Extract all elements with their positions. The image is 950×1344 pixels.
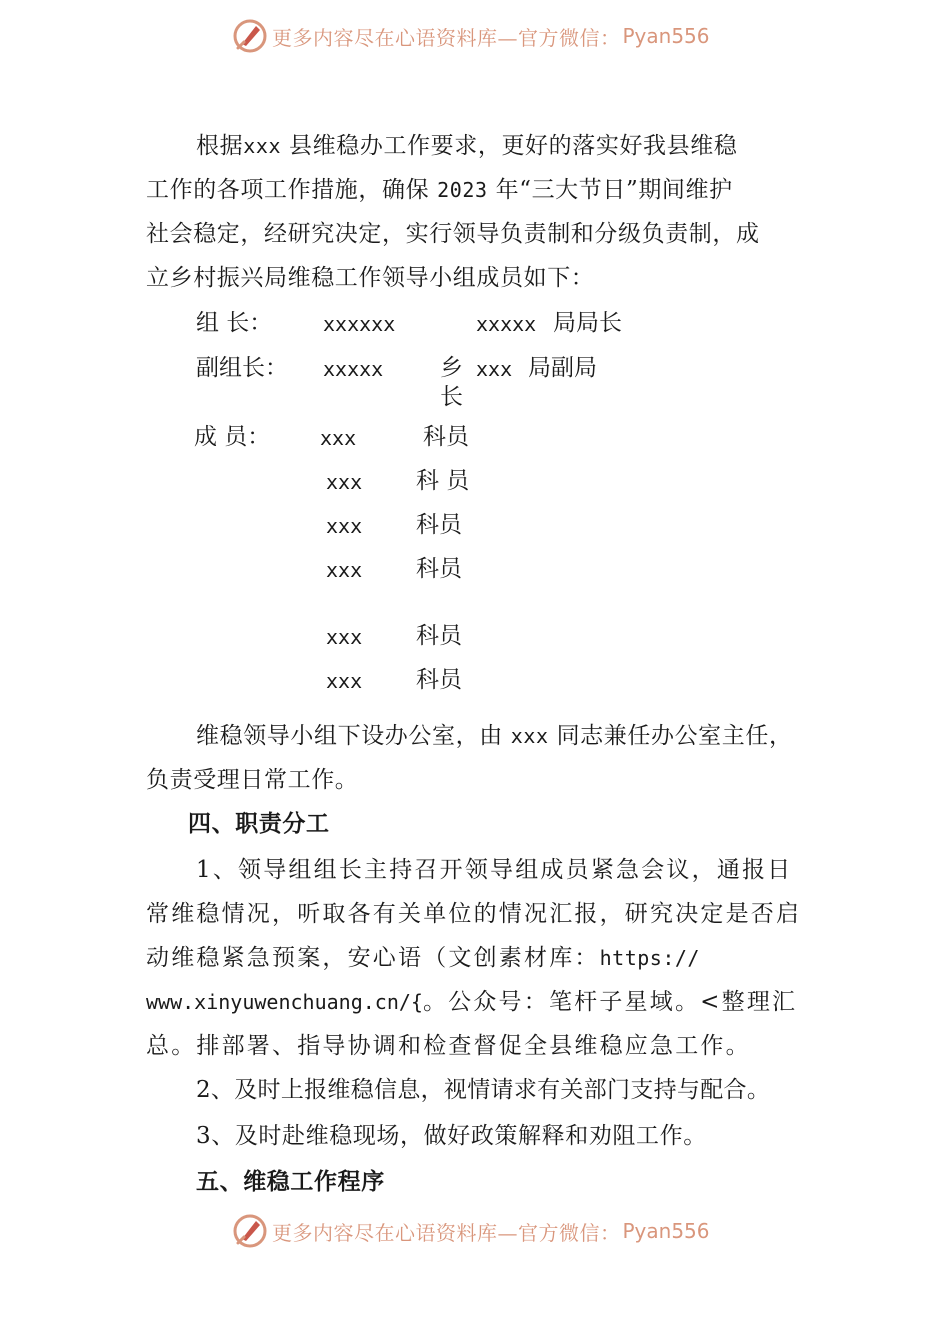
member-name: xxx (326, 514, 363, 538)
deputy-org-bottom: 长 (440, 384, 463, 410)
member-role: 科 员 (416, 468, 470, 494)
members-label: 成 员： (194, 424, 271, 450)
deputy-title-code: xxx (476, 357, 513, 381)
deputy-label: 副组长： (196, 355, 288, 381)
paragraph-line: 根据xxx 县维稳办工作要求，更好的落实好我县维稳 (196, 133, 738, 159)
section-heading: 五、维稳工作程序 (196, 1169, 385, 1195)
leader-title: 局局长 (553, 310, 622, 336)
leader-name: xxxxxx (323, 312, 396, 336)
deputy-name: xxxxx (323, 357, 384, 381)
deputy-org-top: 乡 (440, 355, 463, 381)
pen-logo-icon (232, 1213, 268, 1249)
paragraph-line: 总。排部署、指导协调和检查督促全县维稳应急工作。 (146, 1033, 751, 1059)
paragraph-line: 1、领导组组长主持召开领导组成员紧急会议，通报日 (196, 857, 793, 883)
paragraph-line: 负责受理日常工作。 (146, 767, 359, 793)
watermark-text: 更多内容尽在心语资料库—官方微信： (272, 1220, 621, 1245)
member-role: 科员 (416, 667, 462, 693)
member-name: xxx (326, 470, 363, 494)
deputy-title: 局副局 (528, 355, 597, 381)
member-name: xxx (326, 625, 363, 649)
paragraph-line: 立乡村振兴局维稳工作领导小组成员如下： (146, 265, 595, 291)
paragraph-line: 2、及时上报维稳信息，视情请求有关部门支持与配合。 (196, 1077, 771, 1103)
watermark-text: 更多内容尽在心语资料库—官方微信： (272, 25, 621, 50)
paragraph-line: 3、及时赴维稳现场，做好政策解释和劝阻工作。 (196, 1123, 707, 1149)
paragraph-line: 动维稳紧急预案，安心语（文创素材库：https:// (146, 945, 700, 971)
member-role: 科员 (423, 424, 469, 450)
watermark-wechat-id: Pyan556 (622, 1219, 710, 1243)
member-role: 科员 (416, 623, 462, 649)
paragraph-line: 工作的各项工作措施，确保 2023 年“三大节日”期间维护 (146, 177, 733, 203)
member-name: xxx (326, 558, 363, 582)
member-name: xxx (326, 669, 363, 693)
section-heading: 四、职责分工 (188, 811, 330, 837)
watermark-footer (232, 1211, 752, 1251)
paragraph-line: 社会稳定，经研究决定，实行领导负责制和分级负责制，成 (146, 221, 760, 247)
paragraph-line: 常维稳情况，听取各有关单位的情况汇报，研究决定是否启 (146, 901, 802, 927)
paragraph-line: 维稳领导小组下设办公室，由 xxx 同志兼任办公室主任， (196, 723, 793, 749)
member-role: 科员 (416, 512, 462, 538)
member-role: 科员 (416, 556, 462, 582)
watermark-wechat-id: Pyan556 (622, 24, 710, 48)
leader-label: 组 长： (196, 310, 273, 336)
pen-logo-icon (232, 18, 268, 54)
member-name: xxx (320, 426, 357, 450)
paragraph-line: www.xinyuwenchuang.cn/{。公众号：笔杆子星域。<整理汇 (146, 989, 798, 1015)
watermark-header (232, 16, 752, 56)
leader-title-code: xxxxx (476, 312, 537, 336)
